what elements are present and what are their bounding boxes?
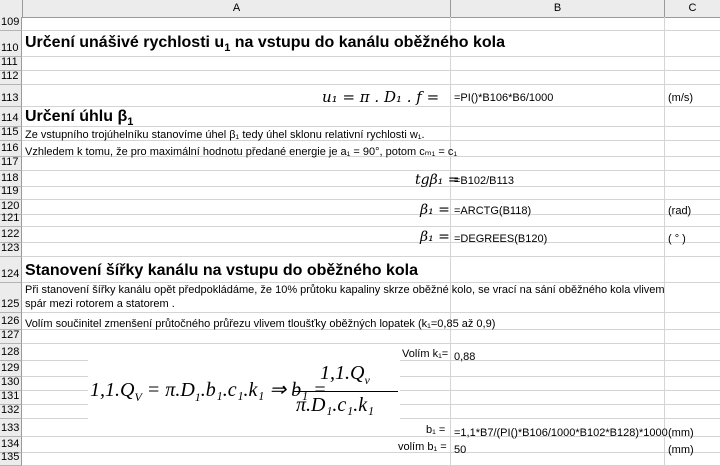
row-number: 123	[1, 242, 20, 254]
row-number: 117	[1, 156, 19, 168]
cell-c113-unit[interactable]: (m/s)	[668, 92, 694, 104]
equation-beta1-rad: β₁ =	[420, 202, 450, 218]
cell-c133-unit[interactable]: (mm)	[668, 427, 694, 439]
row-number: 127	[1, 329, 20, 341]
gridline-row	[22, 84, 720, 85]
row-number: 112	[1, 70, 19, 82]
row-number: 134	[1, 438, 20, 450]
cell-b120-formula[interactable]: =ARCTG(B118)	[454, 205, 532, 217]
gridline-row	[22, 186, 720, 187]
row-number: 111	[1, 56, 18, 68]
cell-a126-text[interactable]: Volím součinitel zmenšení průtočného průřezu vlivem tloušťky oběžných lopatek (k₁=0,85 až 0,9)	[25, 318, 496, 330]
gridline-row	[22, 214, 720, 215]
row-header[interactable]	[0, 313, 22, 330]
gridline-row	[22, 282, 720, 283]
formula-denominator: π.D₁.c₁.k₁	[296, 394, 375, 416]
cell-a115-text[interactable]: Ze vstupního trojúhelníku stanovíme úhel β₁ tedy úhel sklonu relativní rychlosti w₁.	[25, 129, 425, 141]
row-header[interactable]	[0, 391, 22, 405]
row-header[interactable]	[0, 361, 22, 377]
cell-a128-label[interactable]: Volím k₁=	[402, 348, 449, 360]
row-header[interactable]	[0, 405, 22, 419]
equation-tg-beta1: tgβ₁ =	[415, 172, 460, 188]
row-number: 114	[1, 112, 19, 124]
row-header[interactable]	[0, 85, 22, 107]
row-header[interactable]	[0, 243, 22, 257]
row-header[interactable]	[0, 212, 22, 227]
row-number: 110	[1, 42, 19, 54]
row-header[interactable]	[0, 377, 22, 391]
row-header[interactable]	[0, 57, 22, 71]
row-header[interactable]	[0, 453, 22, 466]
row-header[interactable]	[0, 187, 22, 200]
row-header[interactable]	[0, 344, 22, 361]
gridline-row	[22, 70, 720, 71]
fraction-bar	[294, 391, 398, 392]
cell-c120-unit[interactable]: (rad)	[668, 205, 692, 217]
cell-a116-text[interactable]: Vzhledem k tomu, že pro maximální hodnotu předané energie je a₁ = 90°, potom cₘ₁ = c₁	[25, 146, 458, 158]
gridline-row	[22, 452, 720, 453]
row-header[interactable]	[0, 419, 22, 437]
row-number: 126	[1, 315, 20, 327]
cell-a125-line2: spár mezi rotorem a statorem .	[25, 298, 175, 310]
row-number: 113	[1, 92, 19, 104]
row-number: 115	[1, 126, 19, 138]
cell-c122-unit[interactable]: ( ° )	[668, 233, 686, 245]
row-header[interactable]	[0, 330, 22, 344]
row-header[interactable]	[0, 17, 22, 31]
heading-unasive-rychlosti: Určení unášivé rychlosti $u_1$ na vstupu do kanálu oběžného kola	[25, 34, 506, 55]
gridline-row	[22, 256, 720, 257]
gridline-row	[22, 343, 720, 344]
cell-b113-formula[interactable]: =PI()*B106*B6/1000	[454, 92, 554, 104]
cell-b118-formula[interactable]: =B102/B113	[454, 175, 515, 187]
gridline-row	[22, 106, 720, 107]
row-number: 109	[1, 16, 20, 28]
row-number: 122	[1, 228, 20, 240]
gridline-row	[22, 312, 720, 313]
row-header[interactable]	[0, 71, 22, 85]
gridline-row	[22, 56, 720, 57]
row-header[interactable]	[0, 127, 22, 141]
gridline-row	[22, 30, 720, 31]
select-all-corner[interactable]	[0, 0, 23, 17]
cell-a133-label[interactable]: b₁ =	[426, 424, 446, 436]
gridline-row	[22, 242, 720, 243]
cell-a134-label[interactable]: volím b₁ =	[398, 441, 447, 453]
row-number: 133	[1, 422, 20, 434]
row-header[interactable]	[0, 283, 22, 313]
row-number: 132	[1, 404, 20, 416]
row-number: 124	[1, 268, 20, 280]
heading-uhel-beta: Určení úhlu $\beta_1$	[25, 108, 134, 129]
formula-numerator: $1,1.Q_v$	[320, 362, 370, 387]
row-number: 116	[1, 142, 19, 154]
cell-b133-formula[interactable]: =1,1*B7/(PI()*B106/1000*B102*B128)*1000	[454, 427, 668, 439]
formula-lhs: $1,1.Q_V = \pi.D_1.b_1.c_1.k_1$ ⇒ b₁ =	[90, 379, 327, 404]
row-number: 128	[1, 346, 20, 358]
cell-a125-line1[interactable]: Při stanovení šířky kanálu opět předpokládáme, že 10% průtoku kapaliny skrze oběžné kolo, se vrací na sání oběžného kola vlivem	[25, 284, 665, 296]
row-header[interactable]	[0, 257, 22, 283]
gridline-row	[22, 199, 720, 200]
cell-b122-formula[interactable]: =DEGREES(B120)	[454, 233, 548, 245]
heading-sirka-kanalu: Stanovení šířky kanálu na vstupu do oběžného kola	[25, 262, 418, 279]
cell-b128-value[interactable]: 0,88	[454, 351, 476, 363]
row-number: 131	[1, 390, 20, 402]
column-header-b[interactable]: B	[451, 0, 665, 17]
row-header[interactable]	[0, 227, 22, 243]
gridline-row	[22, 226, 720, 227]
equation-beta1-deg: β₁ =	[420, 229, 450, 245]
row-number: 120	[1, 200, 20, 212]
row-header[interactable]	[0, 107, 22, 127]
cell-b134-value[interactable]: 50	[454, 444, 467, 456]
column-header-a[interactable]: A	[23, 0, 451, 17]
row-number: 130	[1, 376, 20, 388]
column-header-c[interactable]: C	[688, 2, 697, 14]
equation-u1: u₁ = π . D₁ . f =	[322, 88, 440, 106]
row-header[interactable]	[0, 157, 22, 171]
gridline-row	[22, 170, 720, 171]
row-number: 129	[1, 362, 20, 374]
row-number: 121	[1, 212, 20, 224]
formula-object[interactable]	[88, 360, 400, 424]
row-number: 125	[1, 298, 20, 310]
row-header[interactable]	[0, 141, 22, 157]
row-number: 119	[1, 185, 19, 197]
cell-c134-unit[interactable]: (mm)	[668, 444, 694, 456]
row-header[interactable]	[0, 31, 22, 57]
row-number: 135	[1, 451, 20, 463]
column-header-bar	[0, 0, 720, 18]
row-number: 118	[1, 172, 19, 184]
